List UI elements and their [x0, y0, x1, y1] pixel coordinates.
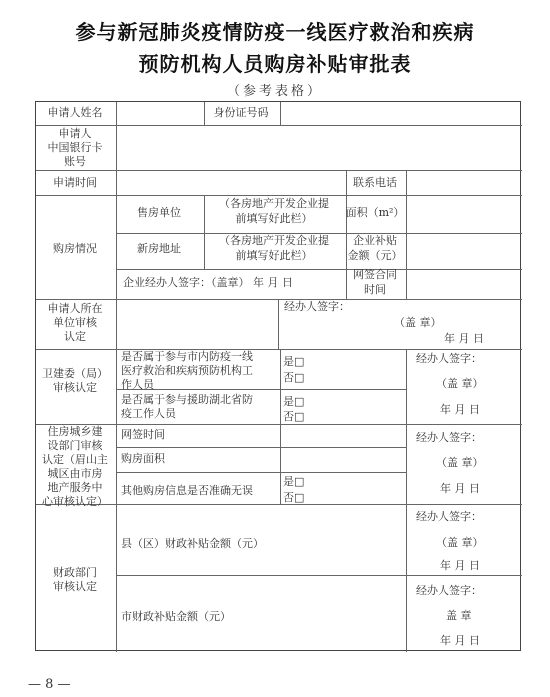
housing-review-label-line-3: 认定（眉山主: [42, 453, 108, 466]
finance-review-label-line-1: 财政部门: [53, 566, 97, 579]
enterprise-subsidy-label-line-2: 金额（元）: [347, 249, 403, 262]
row-divider: [36, 125, 522, 126]
health-agent-signature: 经办人签字：: [416, 352, 482, 365]
address-hint-line-2: 前填写好此栏）: [235, 249, 313, 262]
column-divider: [406, 349, 407, 504]
employer-review-label-line-2: 单位审核: [53, 316, 97, 329]
row-divider: [36, 299, 522, 300]
housing-agent-signature: 经办人签字：: [416, 431, 482, 444]
area-label: 面积（m²）: [345, 206, 405, 219]
phone-label: 联系电话: [353, 176, 397, 189]
housing-review-label-line-1: 住房城乡建: [47, 425, 103, 438]
column-divider: [406, 170, 407, 195]
employer-review-label-line-3: 认定: [64, 330, 86, 343]
row-divider: [116, 269, 522, 270]
city-date: 年 月 日: [440, 634, 480, 647]
health-question-2-line-2: 疫工作人员: [121, 407, 176, 420]
bank-label-line-1: 申请人: [58, 127, 92, 140]
health-question-1-line-2: 医疗救治和疾病预防机构工: [121, 364, 253, 377]
county-subsidy-amount-label: 县（区）财政补贴金额（元）: [121, 537, 264, 550]
signing-time-label-line-2: 时间: [364, 283, 386, 296]
housing-seal: （盖 章）: [436, 456, 484, 469]
row-divider: [116, 389, 406, 390]
document-title-line-1: 参与新冠肺炎疫情防疫一线医疗救治和疾病: [75, 20, 475, 44]
employer-date: 年 月 日: [444, 332, 484, 345]
city-agent-signature: 经办人签字：: [416, 584, 482, 597]
reference-note: （参考表格）: [226, 84, 323, 99]
county-agent-signature: 经办人签字：: [416, 510, 482, 523]
health-question-2-no-checkbox[interactable]: 否□: [283, 410, 305, 423]
health-question-2-line-1: 是否属于参与援助湖北省防: [121, 393, 253, 406]
health-review-label-line-1: 卫建委（局）: [42, 367, 108, 380]
address-label: 新房地址: [137, 242, 181, 255]
health-question-1-line-3: 作人员: [121, 378, 154, 391]
row-divider: [36, 195, 522, 196]
signing-time-row-label: 网签时间: [121, 428, 165, 441]
health-question-2-yes-checkbox[interactable]: 是□: [283, 395, 305, 408]
column-divider: [280, 102, 281, 125]
bank-label-line-3: 账号: [64, 155, 86, 168]
finance-review-label-line-2: 审核认定: [53, 580, 97, 593]
info-accuracy-yes-checkbox[interactable]: 是□: [283, 475, 305, 488]
id-number-label: 身份证号码: [213, 106, 269, 119]
housing-date: 年 月 日: [440, 482, 480, 495]
employer-review-label-line-1: 申请人所在: [47, 302, 103, 315]
info-accuracy-no-checkbox[interactable]: 否□: [283, 491, 305, 504]
applicant-name-label: 申请人姓名: [47, 106, 103, 119]
signing-time-label-line-1: 网签合同: [353, 268, 397, 281]
column-divider: [116, 102, 117, 652]
row-divider: [36, 349, 522, 350]
info-accuracy-row-label: 其他购房信息是否准确无误: [121, 484, 253, 497]
health-question-1-no-checkbox[interactable]: 否□: [283, 371, 305, 384]
purchase-area-row-label: 购房面积: [121, 452, 165, 465]
page-number: — 8 —: [28, 677, 71, 692]
purchase-section-label: 购房情况: [53, 242, 97, 255]
employer-seal: （盖 章）: [394, 316, 442, 329]
health-seal: （盖 章）: [436, 377, 484, 390]
column-divider: [406, 195, 407, 299]
housing-review-label-line-5: 地产服务中: [47, 481, 103, 494]
housing-review-label-line-2: 设部门审核: [47, 439, 103, 452]
document-title-line-2: 预防机构人员购房补贴审批表: [138, 52, 412, 76]
health-review-label-line-2: 审核认定: [53, 381, 97, 394]
column-divider: [406, 504, 407, 652]
enterprise-subsidy-label-line-1: 企业补贴: [353, 234, 397, 247]
city-subsidy-amount-label: 市财政补贴金额（元）: [121, 610, 231, 623]
seller-label: 售房单位: [137, 206, 181, 219]
county-date: 年 月 日: [440, 559, 480, 572]
seller-hint-line-1: （各房地产开发企业提: [219, 197, 329, 210]
enterprise-agent-signature: 企业经办人签字：（盖章） 年 月 日: [123, 276, 293, 289]
address-hint-line-1: （各房地产开发企业提: [219, 234, 329, 247]
row-divider: [116, 472, 406, 473]
health-question-1-line-1: 是否属于参与市内防疫一线: [121, 350, 253, 363]
health-question-1-yes-checkbox[interactable]: 是□: [283, 355, 305, 368]
county-seal: （盖 章）: [436, 536, 484, 549]
row-divider: [116, 447, 406, 448]
bank-label-line-2: 中国银行卡: [47, 141, 103, 154]
housing-review-label-line-6: 心审核认定）: [42, 495, 108, 508]
row-divider: [36, 170, 522, 171]
city-seal: 盖 章: [446, 609, 472, 622]
row-divider: [116, 575, 522, 576]
column-divider: [280, 349, 281, 504]
employer-agent-signature: 经办人签字：: [284, 300, 350, 313]
application-time-label: 申请时间: [53, 176, 97, 189]
health-date: 年 月 日: [440, 403, 480, 416]
seller-hint-line-2: 前填写好此栏）: [235, 212, 313, 225]
column-divider: [278, 299, 279, 349]
housing-review-label-line-4: 城区由市房: [47, 467, 103, 480]
